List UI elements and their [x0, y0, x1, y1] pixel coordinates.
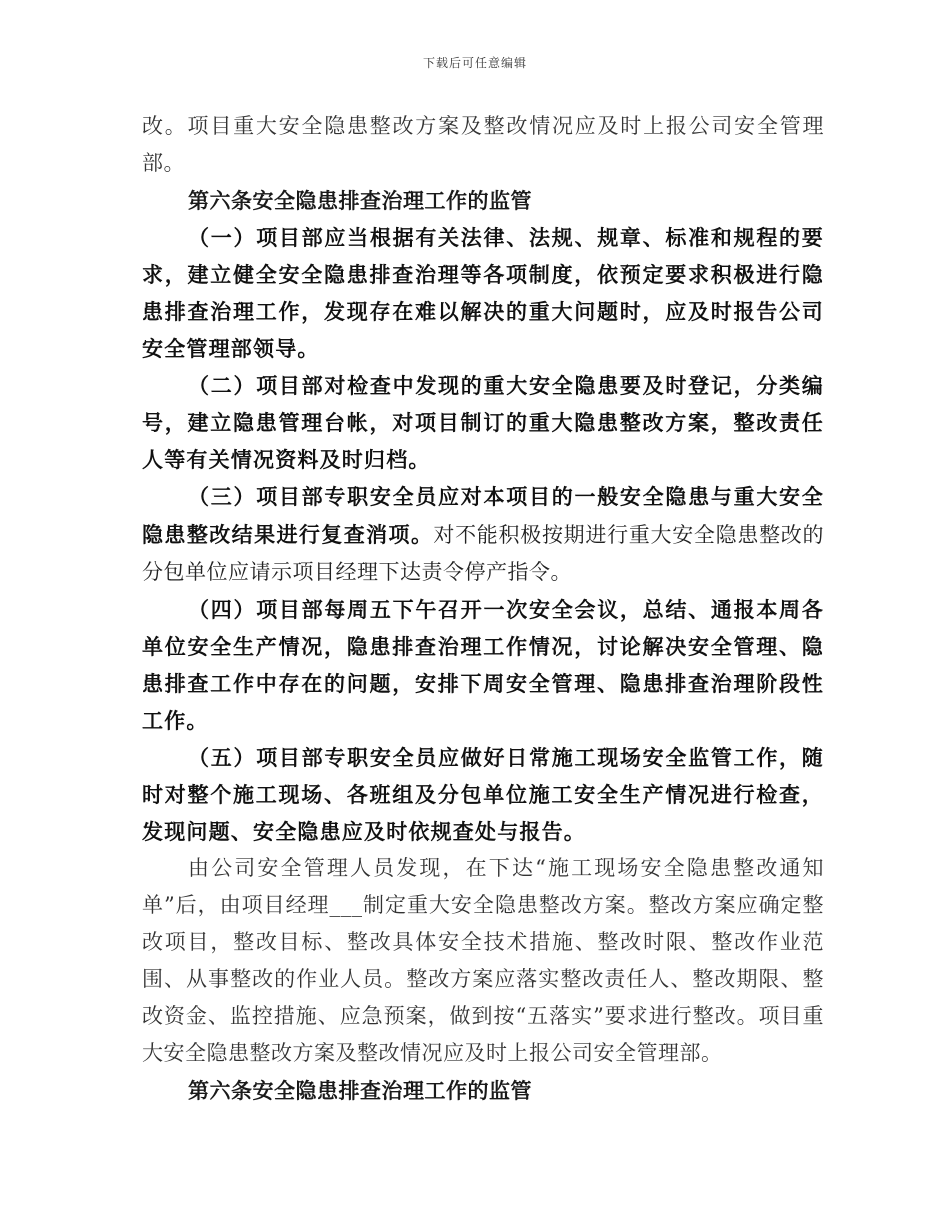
paragraph-continuation: 改。项目重大安全隐患整改方案及整改情况应及时上报公司安全管理部。 — [142, 114, 824, 175]
paragraph-item-4: （四）项目部每周五下午召开一次安全会议，总结、通报本周各单位安全生产情况，隐患排查治理工作情况，讨论解决安全管理、隐患排查工作中存在的问题，安排下周安全管理、隐患排查治理阶段性工作。 — [142, 597, 824, 733]
document-body — [142, 108, 824, 1109]
paragraph-item-5: （五）项目部专职安全员应做好日常施工现场安全监管工作，随时对整个施工现场、各班组及分包单位施工安全生产情况进行检查，发现问题、安全隐患应及时依规查处与报告。 — [142, 745, 824, 844]
paragraph-item-3-bold: （三）项目部专职安全员应对本项目的一般安全隐患与重大安全隐患整改结果进行复查消项。 — [142, 484, 824, 547]
paragraph-item-2: （二）项目部对检查中发现的重大安全隐患要及时登记，分类编号，建立隐患管理台帐，对项目制订的重大隐患整改方案，整改责任人等有关情况资料及时归档。 — [142, 373, 824, 472]
paragraph-item-3-normal: 对不能积极按期进行重大安全隐患整改的分包单位应请示项目经理下达责令停产指令。 — [142, 523, 824, 584]
section-heading: 第六条安全隐患排查治理工作的监管 — [188, 188, 532, 213]
page-header: 下载后可任意编辑 — [422, 56, 527, 70]
section-heading-repeat: 第六条安全隐患排查治理工作的监管 — [188, 1078, 532, 1103]
paragraph-item-3 — [142, 478, 824, 591]
paragraph-rectification: 由公司安全管理人员发现，在下达“施工现场安全隐患整改通知单”后，由项目经理___制定重大安全隐患整改方案。整改方案应确定整改项目，整改目标、整改具体安全技术措施、整改时限、整改作业范围、从事整改的作业人员。整改方案应落实整改责任人、整改期限、整改资金、监控措施、应急预案，做到按“五落实”要求进行整改。项目重大安全隐患整改方案及整改情况应及时上报公司安全管理部。 — [142, 856, 824, 1065]
paragraph-item-1: （一）项目部应当根据有关法律、法规、规章、标准和规程的要求，建立健全安全隐患排查治理等各项制度，依预定要求积极进行隐患排查治理工作，发现存在难以解决的重大问题时，应及时报告公司安全管理部领导。 — [142, 225, 824, 361]
